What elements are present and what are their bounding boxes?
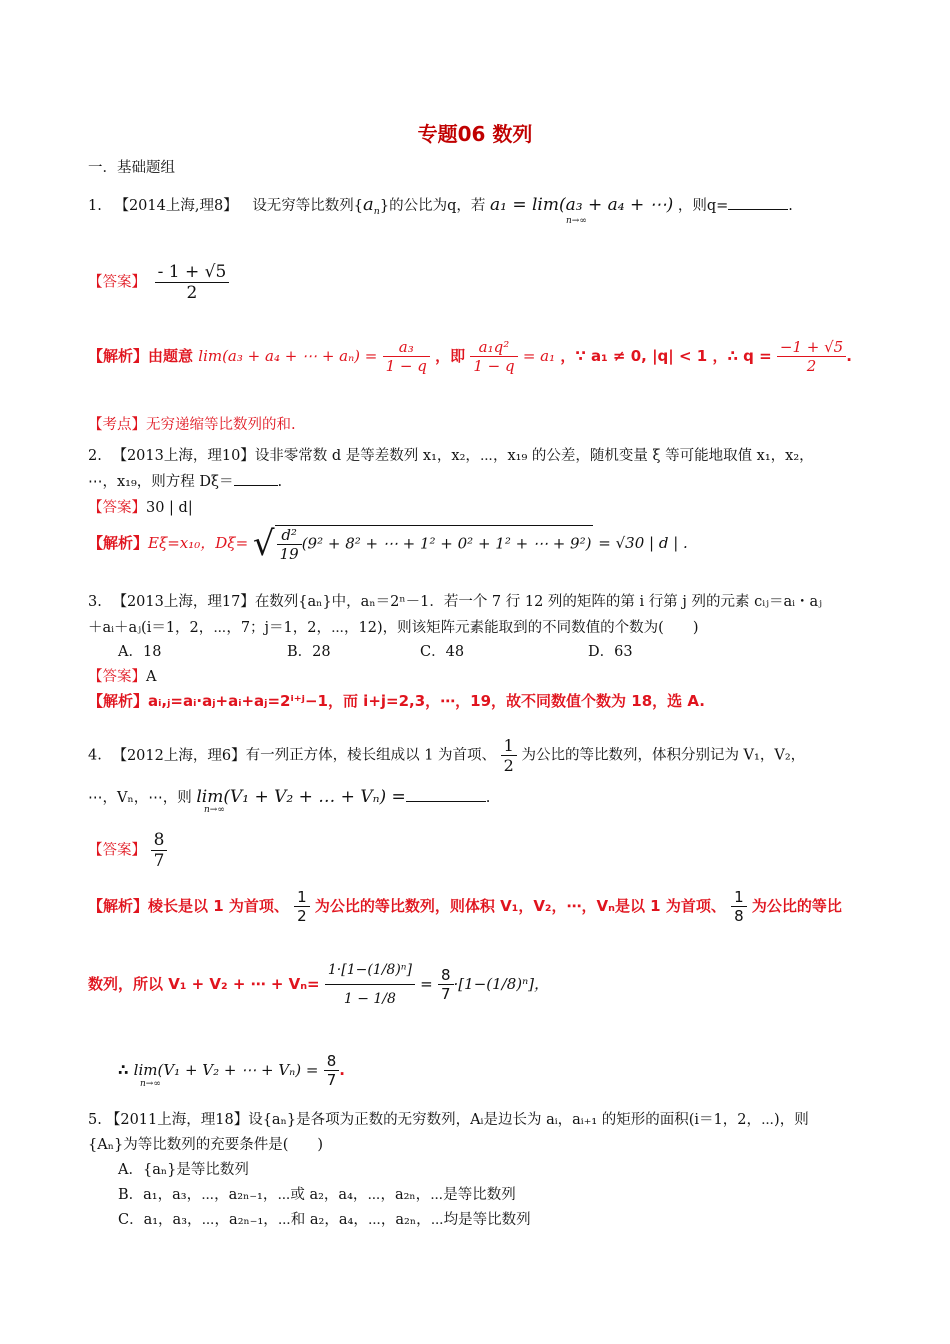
answer-tag: 【答案】 xyxy=(88,500,146,516)
fraction-denominator: 1 − q xyxy=(470,356,517,375)
limit-formula: a₁ = lim(a₃ + a₄ + ⋯) xyxy=(489,195,674,215)
analysis-row xyxy=(88,338,852,375)
point-row xyxy=(88,413,296,434)
answer-text: A xyxy=(146,669,157,685)
sum-fraction xyxy=(325,962,415,1007)
fraction-denominator: 7 xyxy=(151,850,168,871)
question-source: 【2012上海，理6】 xyxy=(112,747,246,764)
analysis-formula: = √30 | d | . xyxy=(598,534,688,552)
option-c: C．48 xyxy=(420,644,465,660)
question-5-line-2: {Aₙ}为等比数列的充要条件是( ) xyxy=(88,1137,324,1153)
point-text: 无穷递缩等比数列的和. xyxy=(146,417,296,433)
analysis-text: 由题意 xyxy=(148,347,194,365)
limit-subscript: n→∞ xyxy=(140,1079,161,1089)
answer-blank xyxy=(406,787,486,802)
root-fraction xyxy=(277,526,302,563)
fraction-denominator: 1 − 1/8 xyxy=(325,984,415,1007)
fraction-denominator: 7 xyxy=(438,984,454,1003)
fraction-numerator: - 1 + √5 xyxy=(157,262,227,282)
analysis-text: ，∵ a₁ ≠ 0, |q| < 1 ，∴ q = xyxy=(560,347,772,365)
question-text: ⋯，Vₙ，⋯，则 xyxy=(88,790,192,806)
question-number: 2. xyxy=(88,448,102,464)
question-source: 【2013上海，理17】 xyxy=(112,594,255,610)
analysis-tag: 【解析】 xyxy=(88,534,149,552)
answer-blank xyxy=(728,195,788,210)
fraction-numerator: 8 xyxy=(440,966,451,984)
fraction-denominator: 8 xyxy=(731,906,747,925)
option-a: A．18 xyxy=(118,644,162,660)
punctuation: . xyxy=(846,347,852,365)
question-number: 5. xyxy=(88,1112,102,1128)
question-4-line-2 xyxy=(88,786,490,807)
fraction-denominator: 2 xyxy=(777,356,846,375)
limit-subscript: n→∞ xyxy=(204,805,225,815)
answer-row xyxy=(88,665,156,686)
question-text: 为公比的等比数列，体积分别记为 V₁，V₂， xyxy=(521,747,806,764)
limit-subscript: n→∞ xyxy=(566,216,587,226)
analysis-row-1 xyxy=(88,888,842,925)
analysis-tag: 【解析】 xyxy=(88,897,149,915)
half-fraction xyxy=(294,888,310,925)
eighth-fraction xyxy=(731,888,747,925)
question-text: 有一列正方体，棱长组成以 1 为首项、 xyxy=(245,747,497,764)
punctuation: . xyxy=(788,198,793,214)
analysis-formula: lim(a₃ + a₄ + ⋯ + aₙ) = xyxy=(198,347,378,365)
answer-row xyxy=(88,496,193,517)
analysis-fraction xyxy=(777,338,846,375)
analysis-text: ，即 xyxy=(435,347,466,365)
analysis-text: aᵢ,ⱼ=aᵢ·aⱼ+aᵢ+aⱼ=2ⁱ⁺ʲ−1，而 i+j=2,3，⋯，19，故不同数值个数为 18，选 A. xyxy=(148,692,705,710)
question-2-line-2 xyxy=(88,470,282,491)
question-text: 设无穷等比数列{ xyxy=(252,198,364,214)
punctuation: . xyxy=(277,474,283,490)
sequence-symbol: a xyxy=(363,194,374,215)
question-number: 4. xyxy=(88,747,102,764)
equals-sign: = xyxy=(420,975,433,993)
answer-tag: 【答案】 xyxy=(88,274,146,291)
fraction-numerator: 1 xyxy=(503,736,514,755)
point-tag: 【考点】 xyxy=(88,417,146,433)
question-3-line-2: ＋aᵢ＋aⱼ(i＝1，2，⋯，7；j＝1，2，⋯，12)，则该矩阵元素能取到的不同数值的个数为( ) xyxy=(88,620,699,636)
answer-row xyxy=(88,262,229,303)
analysis-row xyxy=(88,690,705,711)
answer-tag: 【答案】 xyxy=(88,842,146,859)
question-source: 【2014上海,理8】 xyxy=(114,198,238,214)
analysis-fraction xyxy=(383,338,430,375)
question-text: ⋯，x₁₉，则方程 Dξ＝ xyxy=(88,474,234,490)
question-text: 在数列{aₙ}中，aₙ＝2ⁿ－1．若一个 7 行 12 列的矩阵的第 i 行第 j 列的元素 cᵢⱼ＝aᵢ・aⱼ xyxy=(254,594,823,610)
result-fraction xyxy=(324,1052,340,1089)
question-source: 【2013上海，理10】 xyxy=(112,448,255,464)
question-text: 设{aₙ}是各项为正数的无穷数列，Aᵢ是边长为 aᵢ，aᵢ₊₁ 的矩形的面积(i＝1，2，⋯)，则 xyxy=(248,1112,809,1128)
fraction-denominator: 2 xyxy=(294,906,310,925)
fraction-denominator: 19 xyxy=(277,544,302,563)
option-b: B．a₁，a₃，⋯，a₂ₙ₋₁，⋯或 a₂，a₄，⋯，a₂ₙ，⋯是等比数列 xyxy=(118,1187,516,1203)
question-text: }的公比为q，若 xyxy=(379,198,486,214)
punctuation: . xyxy=(339,1061,345,1079)
analysis-tag: 【解析】 xyxy=(88,347,149,365)
answer-fraction xyxy=(151,830,168,871)
analysis-row-2 xyxy=(88,962,549,1007)
analysis-text: 为公比的等比数列，则体积 V₁，V₂，⋯，Vₙ是以 1 为首项、 xyxy=(314,897,726,915)
answer-tag: 【答案】 xyxy=(88,669,146,685)
analysis-formula: ·[1−(1/8)ⁿ]， xyxy=(453,975,550,993)
option-b: B．28 xyxy=(287,644,331,660)
analysis-text: 棱长是以 1 为首项、 xyxy=(148,897,289,915)
answer-fraction xyxy=(155,262,230,303)
fraction-numerator: −1 + √5 xyxy=(779,338,844,356)
question-text: 设非零常数 d 是等差数列 x₁，x₂，⋯，x₁₉ 的公差，随机变量 ξ 等可能地取值 x₁，x₂， xyxy=(254,448,814,464)
limit-formula: lim(V₁ + V₂ + … + Vₙ) = xyxy=(196,787,406,807)
fraction-numerator: a₃ xyxy=(398,338,414,356)
option-c: C．a₁，a₃，⋯，a₂ₙ₋₁，⋯和 a₂，a₄，⋯，a₂ₙ，⋯均是等比数列 xyxy=(118,1212,531,1228)
question-source: 【2011上海，理18】 xyxy=(105,1112,249,1128)
therefore-symbol: ∴ xyxy=(118,1061,129,1079)
root-body: (9² + 8² + ⋯ + 1² + 0² + 1² + ⋯ + 9²) xyxy=(301,534,592,553)
fraction-numerator: 1 xyxy=(297,888,307,906)
limit-formula: lim(V₁ + V₂ + ⋯ + Vₙ) = xyxy=(133,1061,319,1079)
analysis-text: 为公比的等比 xyxy=(751,897,842,915)
fraction-denominator: 2 xyxy=(501,755,517,775)
fraction-numerator: 1 xyxy=(734,888,744,906)
punctuation: . xyxy=(485,790,491,806)
analysis-row xyxy=(88,524,688,564)
answer-blank xyxy=(234,471,278,486)
half-fraction xyxy=(501,736,517,775)
fraction-numerator: 1·[1−(1/8)ⁿ] xyxy=(327,962,412,978)
fraction-denominator: 7 xyxy=(324,1070,340,1089)
question-2-line-1 xyxy=(88,444,814,465)
question-number: 1. xyxy=(88,198,102,214)
ratio-fraction xyxy=(438,966,454,1003)
question-3-line-1 xyxy=(88,590,822,611)
fraction-denominator: 1 − q xyxy=(383,356,430,375)
page-title: 专题06 数列 xyxy=(417,122,533,146)
section-heading: 一．基础题组 xyxy=(88,160,175,176)
fraction-numerator: 8 xyxy=(153,830,165,850)
square-root: √ $\frac{\text{d²}}{19}$ (9² + 8² + ⋯ + 1² + 0² + 1² + ⋯ + 9²) xyxy=(252,524,592,564)
fraction-denominator: 2 xyxy=(155,282,230,303)
fraction-numerator: a₁q² xyxy=(478,338,510,356)
question-4-line-1 xyxy=(88,736,805,775)
analysis-fraction xyxy=(470,338,517,375)
answer-text: 30 | d| xyxy=(146,500,193,516)
analysis-text: 数列，所以 V₁ + V₂ + ⋯ + Vₙ= xyxy=(88,975,320,993)
question-number: 3. xyxy=(88,594,102,610)
sequence-subscript: n xyxy=(373,205,380,217)
question-5-line-1 xyxy=(88,1108,809,1129)
analysis-formula: Eξ=x₁₀，Dξ= xyxy=(148,534,249,552)
option-d: D．63 xyxy=(588,644,633,660)
fraction-numerator: 8 xyxy=(326,1052,337,1070)
answer-row xyxy=(88,830,167,871)
question-1-stem xyxy=(88,194,793,217)
question-text: ，则q= xyxy=(677,198,729,214)
option-a: A．{aₙ}是等比数列 xyxy=(118,1162,249,1178)
analysis-tag: 【解析】 xyxy=(88,692,149,710)
fraction-numerator: d² xyxy=(281,526,297,544)
analysis-formula: = a₁ xyxy=(522,347,556,365)
